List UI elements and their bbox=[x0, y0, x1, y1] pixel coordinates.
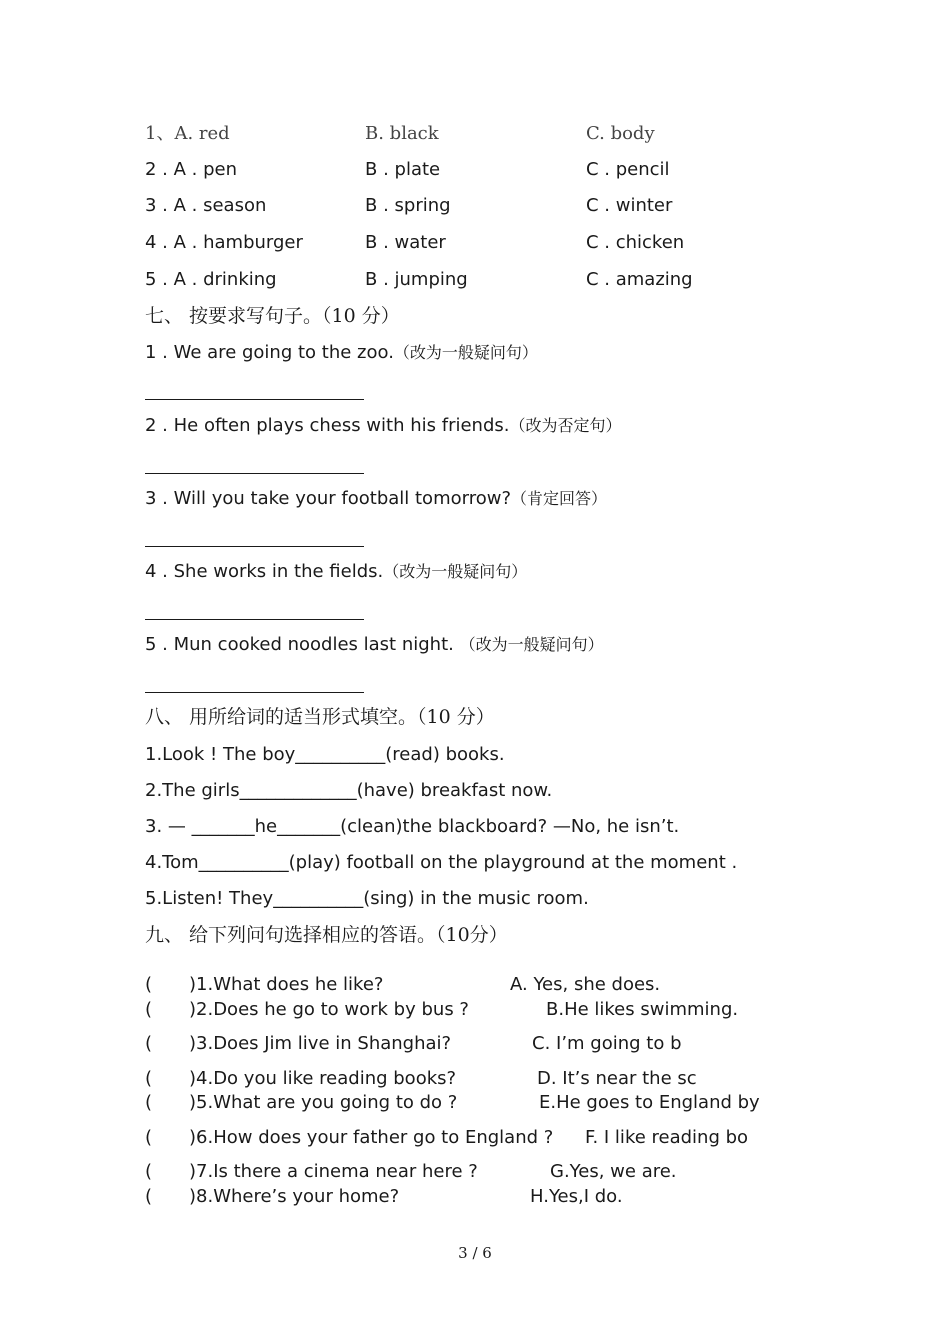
s8-item-1: 1.Look ! The boy__________(read) books. bbox=[145, 744, 505, 765]
s7-item-5 bbox=[145, 636, 604, 654]
s7-item-4-text: 4 . She works in the fields. bbox=[145, 561, 384, 582]
s9-bracket-2: ( bbox=[145, 999, 153, 1020]
s7-item-4-note: （改为一般疑问句） bbox=[383, 562, 528, 581]
choice-2-a: 2 . A . pen bbox=[145, 159, 238, 180]
s7-item-4 bbox=[145, 563, 527, 581]
s9-answer-a: A. Yes, she does. bbox=[510, 974, 661, 995]
s9-bracket-1: ( bbox=[145, 974, 153, 995]
s9-question-2: )2.Does he go to work by bus ? bbox=[189, 999, 469, 1020]
s9-answer-h: H.Yes,I do. bbox=[530, 1186, 623, 1207]
s9-answer-g: G.Yes, we are. bbox=[550, 1161, 677, 1182]
s7-item-1-text: 1 . We are going to the zoo. bbox=[145, 342, 394, 363]
s9-bracket-7: ( bbox=[145, 1161, 153, 1182]
choice-2-c: C . pencil bbox=[586, 159, 670, 180]
s9-answer-b: B.He likes swimming. bbox=[546, 999, 739, 1020]
s9-question-1: )1.What does he like? bbox=[189, 974, 384, 995]
section-9-heading: 九、 给下列问句选择相应的答语。（10分） bbox=[145, 924, 508, 946]
section-7-heading: 七、 按要求写句子。（10 分） bbox=[145, 305, 400, 327]
choice-4-a: 4 . A . hamburger bbox=[145, 232, 303, 253]
answer-line-1[interactable] bbox=[145, 399, 364, 400]
s7-item-2 bbox=[145, 417, 622, 435]
s9-question-3: )3.Does Jim live in Shanghai? bbox=[189, 1033, 452, 1054]
s7-item-3 bbox=[145, 490, 607, 508]
choice-1-a: 1、A. red bbox=[145, 123, 230, 144]
choice-3-b: B . spring bbox=[365, 195, 451, 216]
choice-5-a: 5 . A . drinking bbox=[145, 269, 277, 290]
s9-bracket-6: ( bbox=[145, 1127, 153, 1148]
choice-2-b: B . plate bbox=[365, 159, 441, 180]
answer-line-2[interactable] bbox=[145, 473, 364, 474]
answer-line-5[interactable] bbox=[145, 692, 364, 693]
s7-item-1-note: （改为一般疑问句） bbox=[393, 343, 538, 362]
s7-item-3-note: （肯定回答） bbox=[511, 489, 608, 508]
s9-bracket-4: ( bbox=[145, 1068, 153, 1089]
choice-5-c: C . amazing bbox=[586, 269, 693, 290]
choice-3-a: 3 . A . season bbox=[145, 195, 267, 216]
s9-question-5: )5.What are you going to do ? bbox=[189, 1092, 458, 1113]
s7-item-1 bbox=[145, 344, 538, 362]
s7-item-5-text: 5 . Mun cooked noodles last night. bbox=[145, 634, 460, 655]
s9-bracket-5: ( bbox=[145, 1092, 153, 1113]
choice-1-b: B. black bbox=[365, 123, 439, 144]
s9-bracket-8: ( bbox=[145, 1186, 153, 1207]
s9-answer-f: F. I like reading bo bbox=[585, 1127, 749, 1148]
answer-line-3[interactable] bbox=[145, 546, 364, 547]
answer-line-4[interactable] bbox=[145, 619, 364, 620]
choice-1-c: C. body bbox=[586, 123, 655, 144]
s7-item-3-text: 3 . Will you take your football tomorrow? bbox=[145, 488, 511, 509]
page-number: 3 / 6 bbox=[458, 1244, 492, 1262]
choice-3-c: C . winter bbox=[586, 195, 673, 216]
s9-answer-c: C. I’m going to b bbox=[532, 1033, 682, 1054]
s9-question-7: )7.Is there a cinema near here ? bbox=[189, 1161, 478, 1182]
choice-5-b: B . jumping bbox=[365, 269, 468, 290]
s9-question-6: )6.How does your father go to England ? bbox=[189, 1127, 554, 1148]
s7-item-2-text: 2 . He often plays chess with his friends. bbox=[145, 415, 510, 436]
s9-question-8: )8.Where’s your home? bbox=[189, 1186, 400, 1207]
s8-item-4: 4.Tom__________(play) football on the playground at the moment . bbox=[145, 852, 738, 873]
s8-item-5: 5.Listen! They__________(sing) in the music room. bbox=[145, 888, 589, 909]
choice-4-c: C . chicken bbox=[586, 232, 685, 253]
section-8-heading: 八、 用所给词的适当形式填空。（10 分） bbox=[145, 706, 495, 728]
s8-item-2: 2.The girls_____________(have) breakfast now. bbox=[145, 780, 553, 801]
choice-4-b: B . water bbox=[365, 232, 446, 253]
s9-answer-d: D. It’s near the sc bbox=[537, 1068, 697, 1089]
s9-question-4: )4.Do you like reading books? bbox=[189, 1068, 457, 1089]
s9-answer-e: E.He goes to England by bbox=[539, 1092, 760, 1113]
s8-item-3: 3. — _______he_______(clean)the blackboard? —No, he isn’t. bbox=[145, 816, 680, 837]
s7-item-2-note: （改为否定句） bbox=[509, 416, 622, 435]
s7-item-5-note: （改为一般疑问句） bbox=[459, 635, 604, 654]
s9-bracket-3: ( bbox=[145, 1033, 153, 1054]
